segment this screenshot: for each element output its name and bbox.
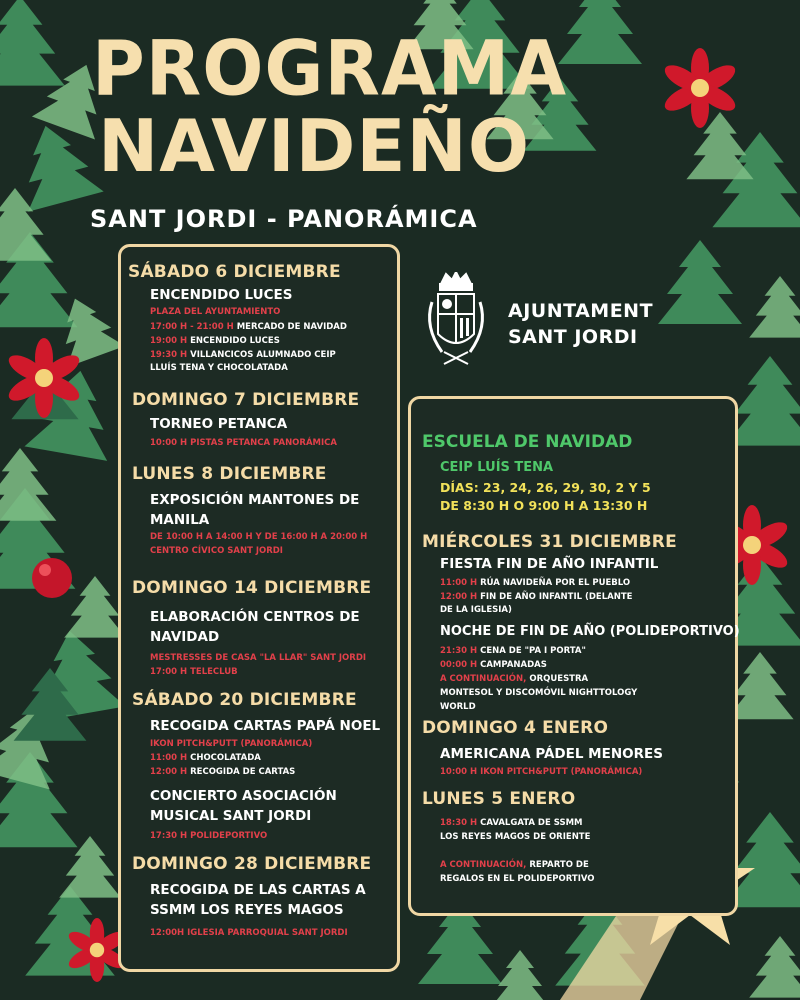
event-time: A CONTINUACIÓN, [440, 860, 527, 870]
event-place: PLAZA DEL AYUNTAMIENTO [150, 307, 281, 317]
event-detail: 21:30 H CENA DE "PA I PORTA" [440, 646, 586, 656]
page-title-line1: PROGRAMA [92, 23, 568, 113]
event-title: AMERICANA PÁDEL MENORES [440, 746, 663, 762]
event-detail: 17:00 H - 21:00 H MERCADO DE NAVIDAD [150, 322, 347, 332]
event-title: MUSICAL SANT JORDI [150, 808, 312, 824]
day-heading: SÁBADO 6 DICIEMBRE [128, 262, 341, 282]
event-detail: 12:00 H FIN DE AÑO INFANTIL (DELANTE [440, 592, 633, 602]
event-time: 11:00 H [150, 753, 188, 763]
event-detail: IKON PITCH&PUTT (PANORÁMICA) [150, 739, 313, 749]
day-heading: DOMINGO 7 DICIEMBRE [132, 390, 360, 410]
event-time: A CONTINUACIÓN, [440, 674, 527, 684]
logo-text-line1: AJUNTAMENT [508, 300, 654, 322]
event-detail: 18:30 H CAVALGATA DE SSMM [440, 818, 583, 828]
event-title: SSMM LOS REYES MAGOS [150, 902, 344, 918]
event-detail: LLUÍS TENA Y CHOCOLATADA [150, 363, 288, 373]
day-heading: SÁBADO 20 DICIEMBRE [132, 690, 357, 710]
event-detail: 17:30 H POLIDEPORTIVO [150, 831, 268, 841]
day-heading: MIÉRCOLES 31 DICIEMBRE [422, 532, 677, 552]
event-title: ENCENDIDO LUCES [150, 287, 293, 303]
event-title: RECOGIDA CARTAS PAPÁ NOEL [150, 718, 381, 734]
page-title-line2: NAVIDEÑO [98, 104, 531, 188]
event-time: 11:00 H [440, 578, 478, 588]
event-detail: DE 10:00 H A 14:00 H Y DE 16:00 H A 20:00 H [150, 532, 368, 542]
event-detail: LOS REYES MAGOS DE ORIENTE [440, 832, 591, 842]
event-detail: 11:00 H RÚA NAVIDEÑA POR EL PUEBLO [440, 578, 631, 588]
event-detail: 11:00 H CHOCOLATADA [150, 753, 261, 763]
event-time: 17:00 H - 21:00 H [150, 322, 234, 332]
event-title: RECOGIDA DE LAS CARTAS A [150, 882, 366, 898]
event-detail: 17:00 H TELECLUB [150, 667, 238, 677]
event-title: EXPOSICIÓN MANTONES DE [150, 492, 360, 508]
event-title: CONCIERTO ASOCIACIÓN [150, 788, 337, 804]
event-time: 12:00 H [440, 592, 478, 602]
school-title: ESCUELA DE NAVIDAD [422, 432, 633, 452]
event-detail: WORLD [440, 702, 476, 712]
event-time: 00:00 H [440, 660, 478, 670]
day-heading: DOMINGO 4 ENERO [422, 718, 609, 738]
school-days: DÍAS: 23, 24, 26, 29, 30, 2 Y 5 [440, 480, 651, 495]
event-detail: REGALOS EN EL POLIDEPORTIVO [440, 874, 595, 884]
event-title: MANILA [150, 512, 210, 528]
event-detail: DE LA IGLESIA) [440, 605, 512, 615]
day-heading: DOMINGO 14 DICIEMBRE [132, 578, 372, 598]
event-time: 19:30 H [150, 350, 188, 360]
event-detail: A CONTINUACIÓN, ORQUESTRA [440, 674, 589, 684]
day-heading: LUNES 8 DICIEMBRE [132, 464, 327, 484]
event-detail: 00:00 H CAMPANADAS [440, 660, 547, 670]
day-heading: LUNES 5 ENERO [422, 789, 576, 809]
event-title: NAVIDAD [150, 629, 220, 645]
event-detail: 10:00 H PISTAS PETANCA PANORÁMICA [150, 438, 337, 448]
school-venue: CEIP LUÍS TENA [440, 460, 554, 475]
page-subtitle: SANT JORDI - PANORÁMICA [90, 205, 478, 233]
event-title: TORNEO PETANCA [150, 416, 288, 432]
day-heading: DOMINGO 28 DICIEMBRE [132, 854, 372, 874]
event-title: NOCHE DE FIN DE AÑO (POLIDEPORTIVO) [440, 624, 740, 639]
event-detail: 12:00H IGLESIA PARROQUIAL SANT JORDI [150, 928, 348, 938]
logo-text-line2: SANT JORDI [508, 326, 638, 348]
event-time: 19:00 H [150, 336, 188, 346]
event-detail: MONTESOL Y DISCOMÓVIL NIGHTTOLOGY [440, 688, 638, 698]
event-detail: MESTRESSES DE CASA "LA LLAR" SANT JORDI [150, 653, 367, 663]
event-detail: 12:00 H RECOGIDA DE CARTAS [150, 767, 296, 777]
event-time: 21:30 H [440, 646, 478, 656]
event-detail: 19:30 H VILLANCICOS ALUMNADO CEIP [150, 350, 336, 360]
ornament-ball-icon [32, 558, 72, 598]
event-time: 12:00 H [150, 767, 188, 777]
event-title: FIESTA FIN DE AÑO INFANTIL [440, 556, 659, 572]
event-time: 18:30 H [440, 818, 478, 828]
event-detail: A CONTINUACIÓN, REPARTO DE [440, 860, 589, 870]
school-hours: DE 8:30 H O 9:00 H A 13:30 H [440, 498, 648, 513]
event-title: ELABORACIÓN CENTROS DE [150, 609, 360, 625]
coat-of-arms-icon [416, 272, 496, 372]
event-detail: CENTRO CÍVICO SANT JORDI [150, 546, 283, 556]
event-detail: 19:00 H ENCENDIDO LUCES [150, 336, 280, 346]
event-detail: 10:00 H IKON PITCH&PUTT (PANORÁMICA) [440, 767, 643, 777]
